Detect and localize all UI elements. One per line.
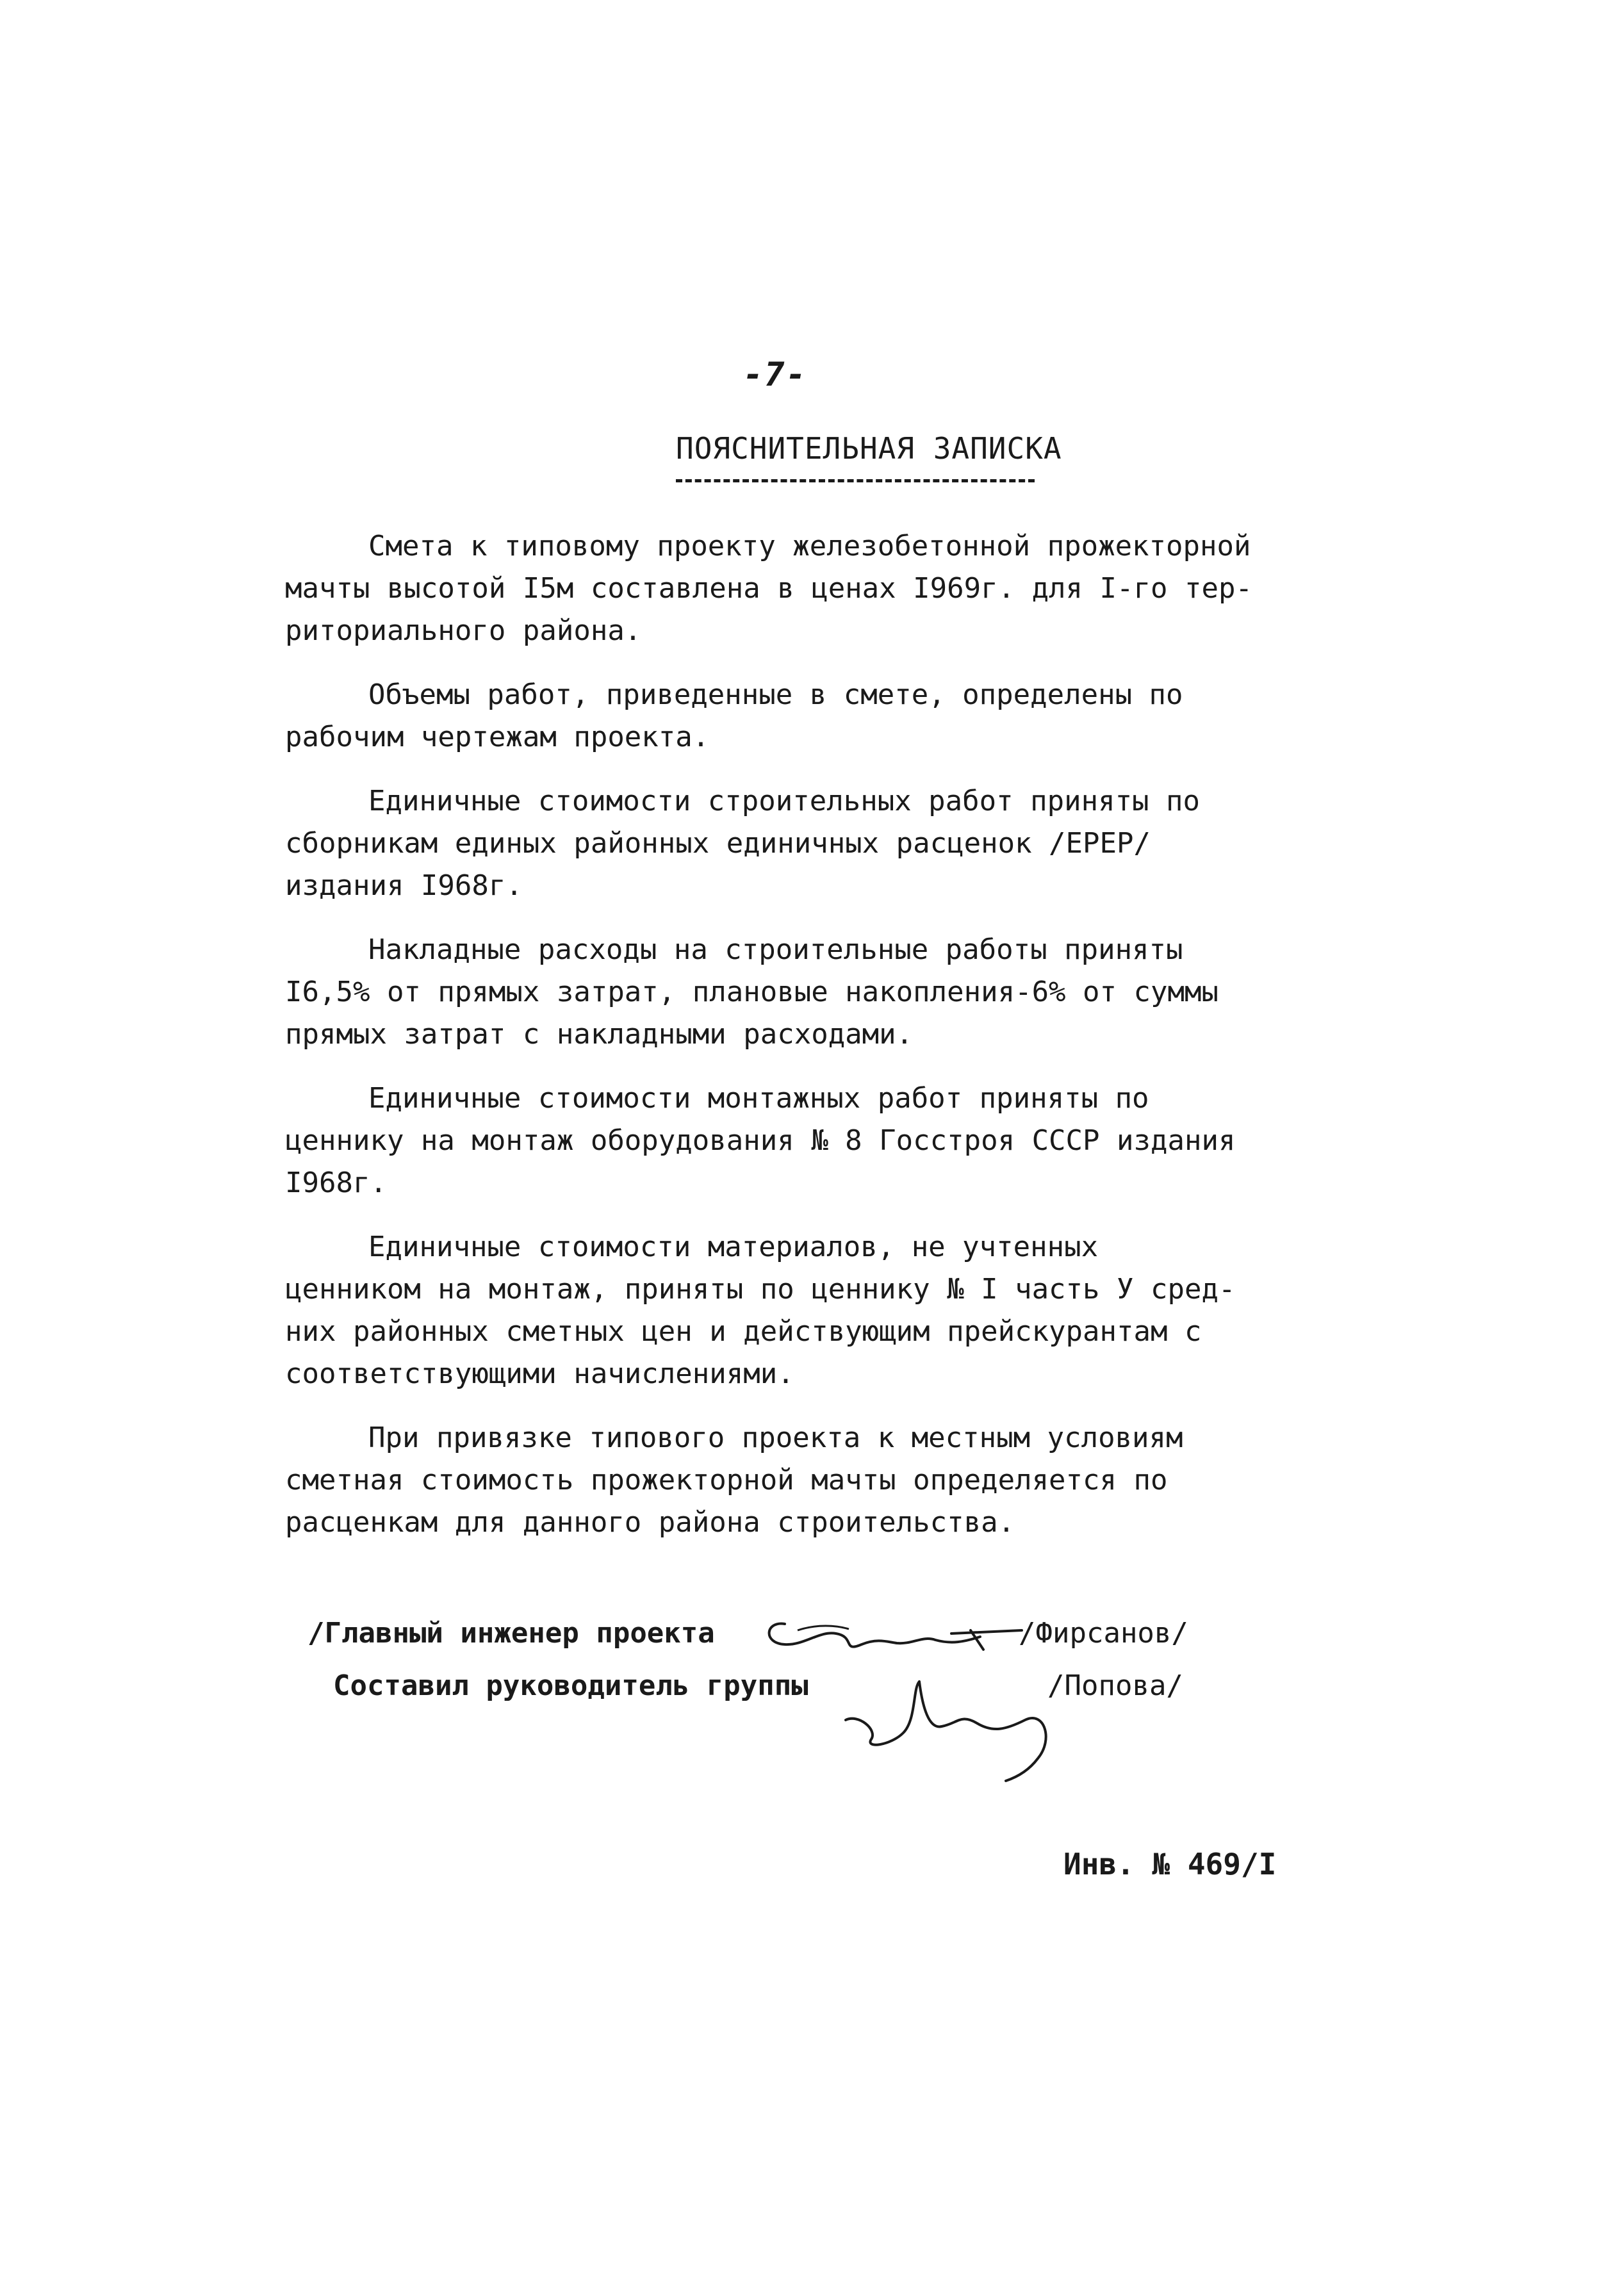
document-body [285,525,1310,1566]
signature-line-compiler [333,1667,1183,1705]
title-underline [676,479,1035,482]
paragraph-local-conditions: При привязке типового проекта к местным условиям сметная стоимость прожекторной мачты определяется по расценкам для данного района строительства. [285,1421,1183,1539]
paragraph-volumes: Объемы работ, приведенные в смете, определены по рабочим чертежам проекта. [285,678,1183,753]
page-number: -7- [743,356,807,394]
compiler-signature [833,1669,1063,1784]
inventory-number: Инв. № 469/I [1063,1847,1277,1881]
chief-engineer-name: /Фирсанов/ [1019,1617,1188,1650]
paragraph-overhead: Накладные расходы на строительные работы приняты I6,5% от прямых затрат, плановые накопления-6% от суммы прямых затрат с накладными расходами. [285,933,1218,1051]
chief-engineer-signature [759,1605,1028,1662]
chief-engineer-role: /Главный инженер проекта [308,1617,715,1650]
paragraph-installation-costs: Единичные стоимости монтажных работ приняты по ценнику на монтаж оборудования № 8 Госстроя СССР издания I968г. [285,1082,1236,1199]
compiler-name: /Попова/ [1047,1669,1183,1702]
signature-line-chief-engineer [308,1614,1188,1653]
document-title: ПОЯСНИТЕЛЬНАЯ ЗАПИСКА [676,431,1062,466]
compiler-role: Составил руководитель группы [333,1669,808,1702]
paragraph-estimate: Смета к типовому проекту железобетонной прожекторной мачты высотой I5м составлена в ценах I969г. для I-го тер- риториального района. [285,530,1252,647]
paragraph-construction-costs: Единичные стоимости строительных работ приняты по сборникам единых районных единичных расценок /ЕРЕР/ издания I968г. [285,785,1201,902]
paragraph-materials: Единичные стоимости материалов, не учтенных ценником на монтаж, приняты по ценнику № I часть У сред- них районных сметных цен и действующим прейскурантам с соответствующими начислениями. [285,1231,1236,1390]
